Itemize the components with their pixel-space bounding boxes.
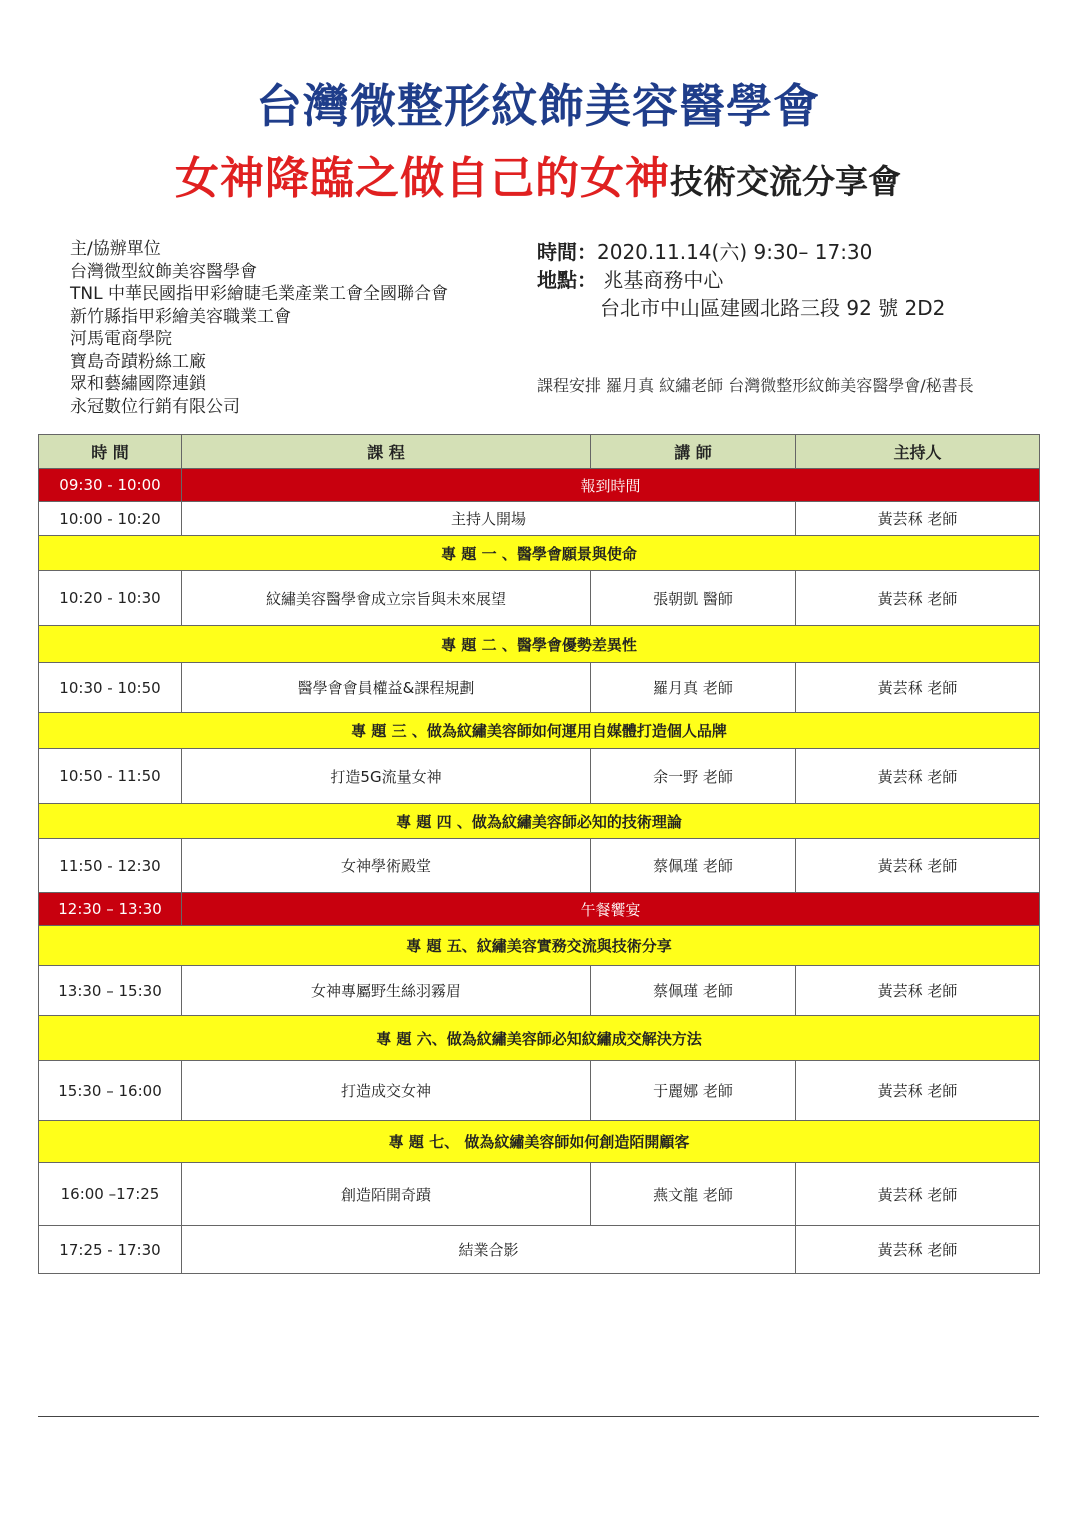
cell-teacher: 于麗娜 老師 <box>591 1061 796 1121</box>
cell-teacher: 蔡佩瑾 老師 <box>591 839 796 893</box>
organizer-item: 台灣微型紋飾美容醫學會 <box>70 261 257 282</box>
header-host: 主持人 <box>796 435 1040 469</box>
cell-host: 黃芸秝 老師 <box>796 966 1040 1016</box>
organizers-label: 主/協辦單位 <box>70 239 161 259</box>
table-row <box>39 571 1040 626</box>
cell-host: 黃芸秝 老師 <box>796 1061 1040 1121</box>
cell-topic: 專 題 七、 做為紋繡美容師如何創造陌開顧客 <box>39 1121 1040 1163</box>
table-row <box>39 893 1040 926</box>
page-subtitle <box>0 142 1076 206</box>
table-row <box>39 749 1040 804</box>
table-row <box>39 966 1040 1016</box>
cell-time: 15:30 – 16:00 <box>39 1061 182 1121</box>
cell-host: 黃芸秝 老師 <box>796 571 1040 626</box>
cell-course: 紋繡美容醫學會成立宗旨與未來展望 <box>182 571 591 626</box>
table-row <box>39 1061 1040 1121</box>
table-header-row <box>39 435 1040 469</box>
cell-time: 09:30 - 10:00 <box>39 469 182 502</box>
schedule-table <box>38 434 1040 1274</box>
cell-topic: 專 題 五、紋繡美容實務交流與技術分享 <box>39 926 1040 966</box>
cell-topic: 專 題 一 、醫學會願景與使命 <box>39 536 1040 571</box>
cell-topic: 專 題 二 、醫學會優勢差異性 <box>39 626 1040 663</box>
place-label: 地點： <box>537 268 597 292</box>
cell-time: 17:25 - 17:30 <box>39 1226 182 1274</box>
cell-course: 打造成交女神 <box>182 1061 591 1121</box>
header-teacher: 講 師 <box>591 435 796 469</box>
cell-time: 10:00 - 10:20 <box>39 502 182 536</box>
organizer-item: 眾和藝繡國際連鎖 <box>70 374 206 394</box>
table-row <box>39 469 1040 502</box>
table-row <box>39 839 1040 893</box>
cell-course: 女神專屬野生絲羽霧眉 <box>182 966 591 1016</box>
cell-course: 醫學會會員權益&課程規劃 <box>182 663 591 713</box>
page-title: 台灣微整形紋飾美容醫學會 <box>256 79 820 133</box>
subtitle-red: 女神降臨之做自己的女神 <box>175 153 670 204</box>
table-row <box>39 502 1040 536</box>
header-time: 時 間 <box>39 435 182 469</box>
topic-row <box>39 804 1040 839</box>
organizer-item: 寶島奇蹟粉絲工廠 <box>70 351 206 372</box>
place-address: 台北市中山區建國北路三段 92 號 2D2 <box>600 296 946 320</box>
cell-host: 黃芸秝 老師 <box>796 749 1040 804</box>
cell-break: 午餐饗宴 <box>182 893 1040 926</box>
course-arrangement: 課程安排 羅月真 紋繡老師 台灣微整形紋飾美容醫學會/秘書長 <box>537 376 974 395</box>
cell-host: 黃芸秝 老師 <box>796 502 1040 536</box>
cell-teacher: 羅月真 老師 <box>591 663 796 713</box>
cell-host: 黃芸秝 老師 <box>796 1163 1040 1226</box>
header-course: 課 程 <box>182 435 591 469</box>
organizer-item: 新竹縣指甲彩繪美容職業工會 <box>70 306 291 327</box>
topic-row <box>39 1016 1040 1061</box>
cell-topic: 專 題 六、做為紋繡美容師必知紋繡成交解決方法 <box>39 1016 1040 1061</box>
cell-host: 黃芸秝 老師 <box>796 839 1040 893</box>
table-row <box>39 1163 1040 1226</box>
cell-course: 創造陌開奇蹟 <box>182 1163 591 1226</box>
topic-row <box>39 713 1040 749</box>
cell-host: 黃芸秝 老師 <box>796 663 1040 713</box>
cell-time: 10:20 - 10:30 <box>39 571 182 626</box>
subtitle-dark: 技術交流分享會 <box>670 162 901 201</box>
topic-row <box>39 926 1040 966</box>
cell-teacher: 蔡佩瑾 老師 <box>591 966 796 1016</box>
cell-break: 報到時間 <box>182 469 1040 502</box>
cell-course: 結業合影 <box>182 1226 796 1274</box>
cell-time: 12:30 – 13:30 <box>39 893 182 926</box>
cell-course: 主持人開場 <box>182 502 796 536</box>
cell-teacher: 余一野 老師 <box>591 749 796 804</box>
event-info <box>537 238 945 322</box>
cell-time: 16:00 –17:25 <box>39 1163 182 1226</box>
topic-row <box>39 536 1040 571</box>
topic-row <box>39 626 1040 663</box>
cell-time: 10:50 - 11:50 <box>39 749 182 804</box>
table-row <box>39 663 1040 713</box>
organizer-item: 河馬電商學院 <box>70 329 172 349</box>
footer-divider <box>38 1416 1039 1417</box>
cell-course: 打造5G流量女神 <box>182 749 591 804</box>
cell-course: 女神學術殿堂 <box>182 839 591 893</box>
cell-topic: 專 題 三 、做為紋繡美容師如何運用自媒體打造個人品牌 <box>39 713 1040 749</box>
organizer-item: TNL 中華民國指甲彩繪睫毛業產業工會全國聯合會 <box>70 284 448 304</box>
cell-teacher: 張朝凱 醫師 <box>591 571 796 626</box>
cell-time: 13:30 – 15:30 <box>39 966 182 1016</box>
time-value: 2020.11.14(六) 9:30– 17:30 <box>597 240 873 264</box>
place-name: 兆基商務中心 <box>603 268 724 292</box>
cell-time: 11:50 - 12:30 <box>39 839 182 893</box>
time-label: 時間： <box>537 240 597 264</box>
cell-teacher: 燕文龍 老師 <box>591 1163 796 1226</box>
cell-time: 10:30 - 10:50 <box>39 663 182 713</box>
table-row <box>39 1226 1040 1274</box>
organizers-block <box>70 238 448 418</box>
topic-row <box>39 1121 1040 1163</box>
cell-host: 黃芸秝 老師 <box>796 1226 1040 1274</box>
cell-topic: 專 題 四 、做為紋繡美容師必知的技術理論 <box>39 804 1040 839</box>
organizer-item: 永冠數位行銷有限公司 <box>70 396 240 417</box>
